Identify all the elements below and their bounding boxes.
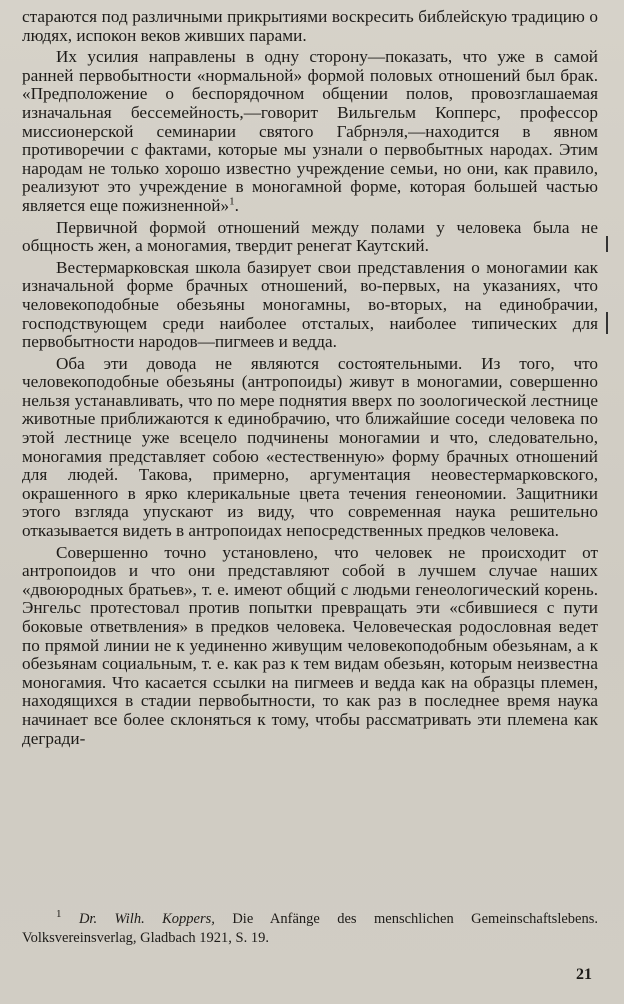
paragraph: Оба эти довода не являются состоятельными. Из того, что человекоподобные обезьяны (антропоиды) живут в моногамии, совершенно нельзя устанавливать, что по мере поднятия вверх по зоологической лестнице животные приближаются к единобрачию, что ближайшие соседи человека по этой лестнице уже всецело подчинены моногамии и что, следовательно, моногамия представляет собою «естественную» форму брачных отношений для людей. Такова, примерно, аргументация неовестермарковского, окрашенного в ярко клерикальные цвета течения генеономии. Защитники этого взгляда упускают из виду, что современная наука решительно отказывается видеть в антропоидах непосредственных предков человека. bbox=[22, 353, 598, 541]
footnote-author: Dr. Wilh. Koppers, bbox=[78, 911, 215, 927]
main-text bbox=[22, 8, 598, 748]
paragraph: Совершенно точно установлено, что человек не происходит от антропоидов и что они представляют собой в лучшем случае наших «двоюродных братьев», т. е. имеют общий с людьми генеологический корень. Энгельс протестовал против попытки превращать эти «сбившиеся с пути боковые ответвления» в предков человека. Человеческая родословная ведет по прямой линии не к уединенно живущим человекоподобным обезьянам, а к обезьянам социальным, т. е. как раз к тем видам обезьян, которым неизвестна моногамия. Что касается ссылки на пигмеев и ведда как на образцы племен, находящихся в стадии первобытности, то как раз в последнее время наука начинает все более склоняться к тому, чтобы рассматривать эти племена как дегради- bbox=[22, 542, 598, 748]
footnote bbox=[22, 910, 598, 948]
paragraph-text: Их усилия направлены в одну сторону—показать, что уже в самой ранней первобытности «нормальной» формой половых отношений был брак. «Предположение о беспорядочном общении полов, провозглашаемая изначальная бессемейность,—говорит Вильгельм Копперс, профессор миссионерской семинарии святого Габрнэля,—находится в явном противоречии с фактами, которые мы узнали о первобытных народах. Этим народам не только хорошо известно учреждение семьи, но они, как правило, реализуют это учреждение в моногамной форме, которая большей частью является еще пожизненной» bbox=[22, 47, 598, 215]
paragraph: стараются под различными прикрытиями воскресить библейскую традицию о людях, испокон веков живших парами. bbox=[22, 7, 598, 45]
paragraph: Первичной формой отношений между полами у человека была не общность жен, а моногамия, твердит ренегат Каутский. bbox=[22, 217, 598, 256]
footnote-number: 1 bbox=[56, 908, 62, 921]
pencil-mark bbox=[606, 236, 608, 252]
pencil-mark bbox=[606, 312, 608, 334]
footnote-ref: 1 bbox=[229, 195, 235, 208]
paragraph: Их усилия направлены в одну сторону—показать, что уже в самой ранней первобытности «нормальной» формой половых отношений был брак. «Предположение о беспорядочном общении полов, провозглашаемая изначальная бессемейность,—говорит Вильгельм Копперс, профессор миссионерской семинарии святого Габрнэля,—находится в явном противоречии с фактами, которые мы узнали о первобытных народах. Этим народам не только хорошо известно учреждение семьи, но они, как правило, реализуют это учреждение в моногамной форме, которая большей частью является еще пожизненной»$^1$. bbox=[22, 47, 598, 215]
page-number: 21 bbox=[576, 966, 592, 983]
footnote-text: Die Anfänge des menschlichen Gemeinschaftslebens. Volksvereinsverlag, Gladbach 1921, S. 19. bbox=[22, 911, 598, 946]
paragraph: Вестермарковская школа базирует свои представления о моногамии как изначальной форме брачных отношений, во-первых, на указаниях, что человекоподобные обезьяны моногамны, во-вторых, на единобрачии, господствующем среди наиболее отсталых, наиболее типических для первобытности народов—пигмеев и ведда. bbox=[22, 257, 598, 352]
